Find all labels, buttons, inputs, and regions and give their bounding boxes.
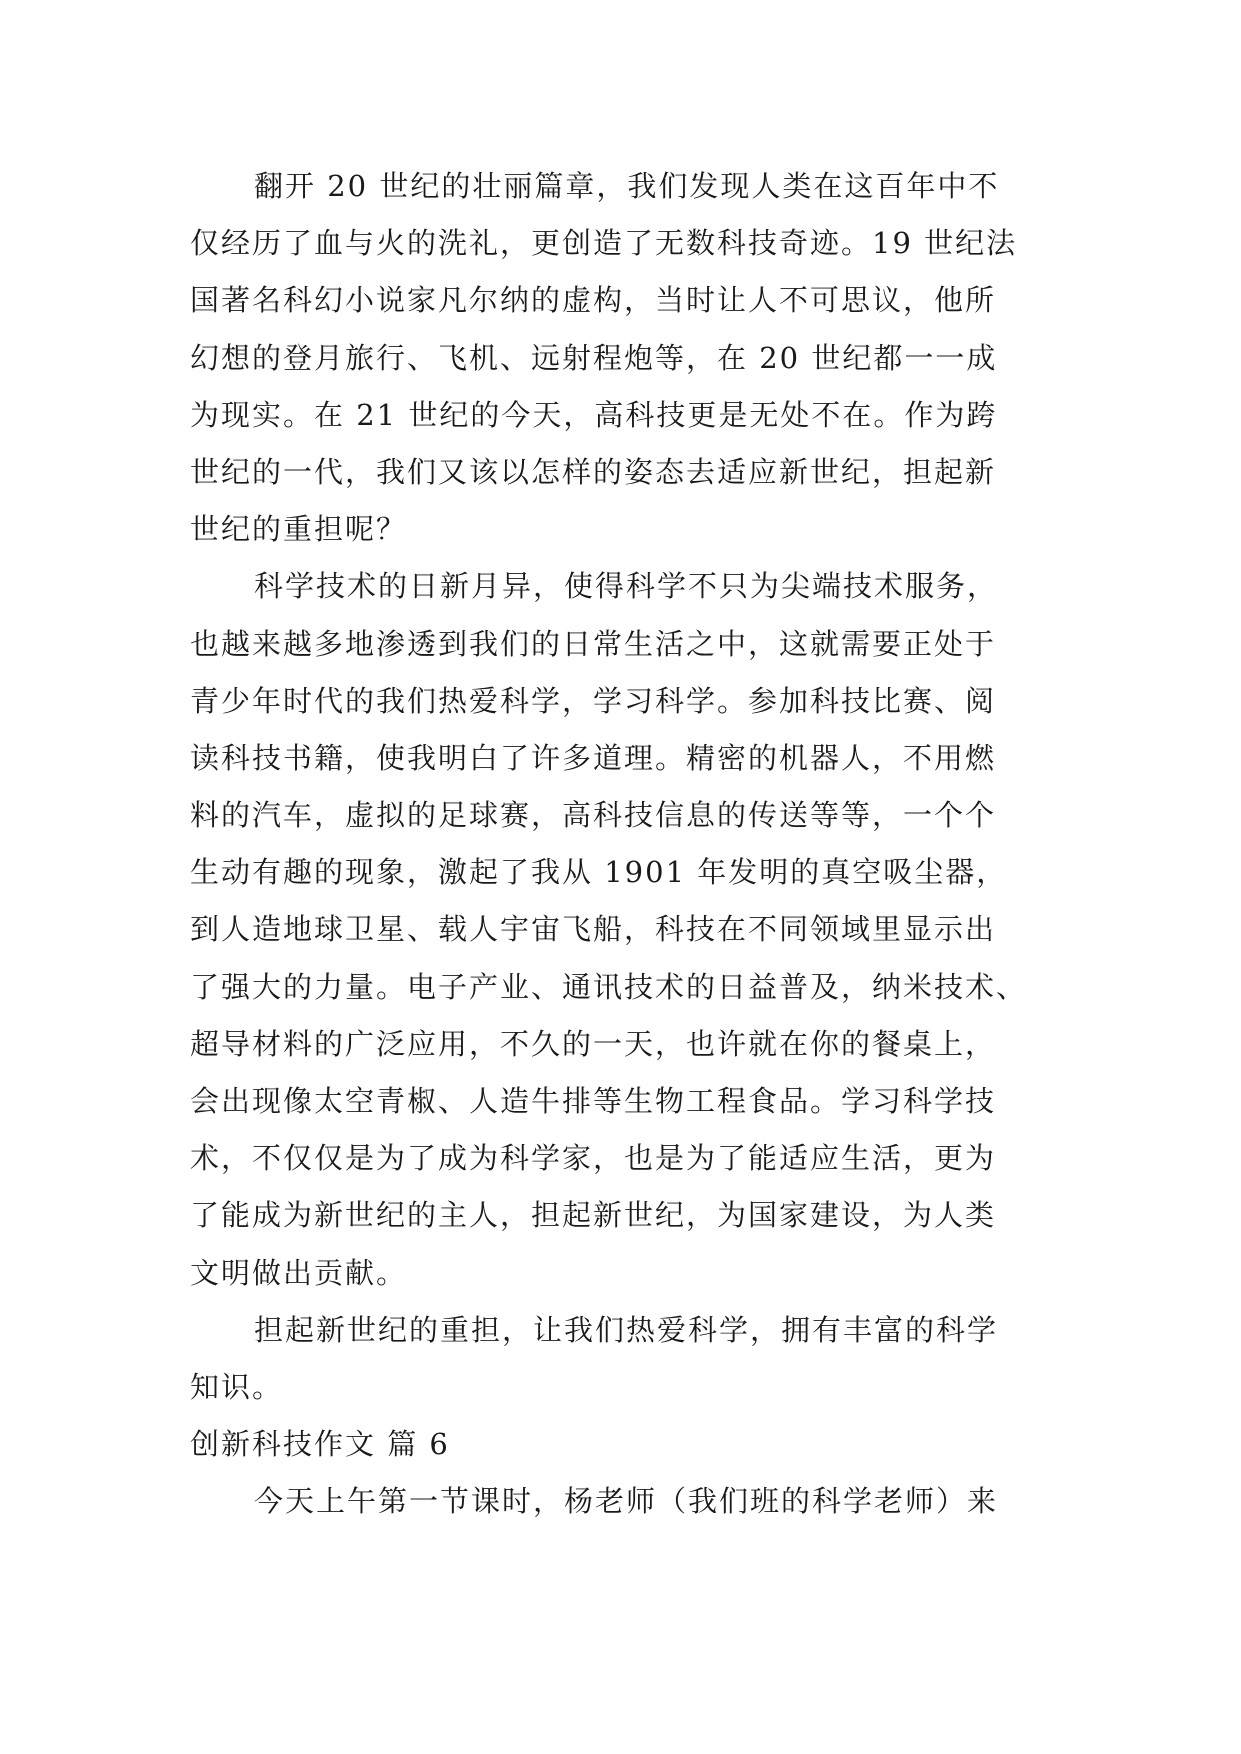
paragraph-line: 也越来越多地渗透到我们的日常生活之中，这就需要正处于 [190, 626, 997, 661]
paragraph-line: 世纪的一代，我们又该以怎样的姿态去适应新世纪，担起新 [190, 454, 997, 489]
paragraph-line: 翻开 20 世纪的壮丽篇章，我们发现人类在这百年中不 [254, 169, 1000, 203]
paragraph-line: 国著名科幻小说家凡尔纳的虚构，当时让人不可思议，他所 [190, 283, 997, 318]
paragraph-line: 担起新世纪的重担，让我们热爱科学，拥有丰富的科学 [254, 1312, 999, 1347]
paragraph-line: 为现实。在 21 世纪的今天，高科技更是无处不在。作为跨 [190, 397, 998, 432]
paragraph-line: 会出现像太空青椒、人造牛排等生物工程食品。学习科学技 [190, 1084, 997, 1118]
section-heading: 创新科技作文 篇 6 [190, 1427, 450, 1462]
paragraph-line: 科学技术的日新月异，使得科学不只为尖端技术服务， [254, 569, 999, 604]
paragraph-line: 青少年时代的我们热爱科学，学习科学。参加科技比赛、阅 [190, 683, 997, 718]
paragraph-line: 知识。 [190, 1369, 284, 1404]
paragraph-line: 读科技书籍，使我明白了许多道理。精密的机器人，不用燃 [190, 740, 997, 775]
paragraph-2 [190, 558, 1050, 1301]
paragraph-line: 文明做出贡献。 [190, 1255, 408, 1290]
paragraph-line: 料的汽车，虚拟的足球赛，高科技信息的传送等等，一个个 [190, 798, 997, 833]
paragraph-1 [190, 158, 1050, 558]
paragraph-3 [190, 1302, 1050, 1416]
paragraph-line: 超导材料的广泛应用，不久的一天，也许就在你的餐桌上， [190, 1026, 997, 1061]
paragraph-line: 今天上午第一节课时，杨老师（我们班的科学老师）来 [254, 1484, 999, 1519]
paragraph-line: 术，不仅仅是为了成为科学家，也是为了能适应生活，更为 [190, 1141, 997, 1176]
paragraph-line: 了能成为新世纪的主人，担起新世纪，为国家建设，为人类 [190, 1198, 997, 1233]
paragraph-line: 了强大的力量。电子产业、通讯技术的日益普及，纳米技术、 [190, 969, 1028, 1004]
paragraph-line: 到人造地球卫星、载人宇宙飞船，科技在不同领域里显示出 [190, 912, 997, 947]
paragraph-4 [190, 1473, 1050, 1530]
paragraph-line: 仅经历了血与火的洗礼，更创造了无数科技奇迹。19 世纪法 [190, 226, 1018, 261]
document-body [190, 158, 1050, 1531]
paragraph-line: 世纪的重担呢？ [190, 512, 408, 547]
paragraph-line: 生动有趣的现象，激起了我从 1901 年发明的真空吸尘器， [190, 855, 1008, 890]
paragraph-line: 幻想的登月旅行、飞机、远射程炮等，在 20 世纪都一一成 [190, 340, 998, 375]
